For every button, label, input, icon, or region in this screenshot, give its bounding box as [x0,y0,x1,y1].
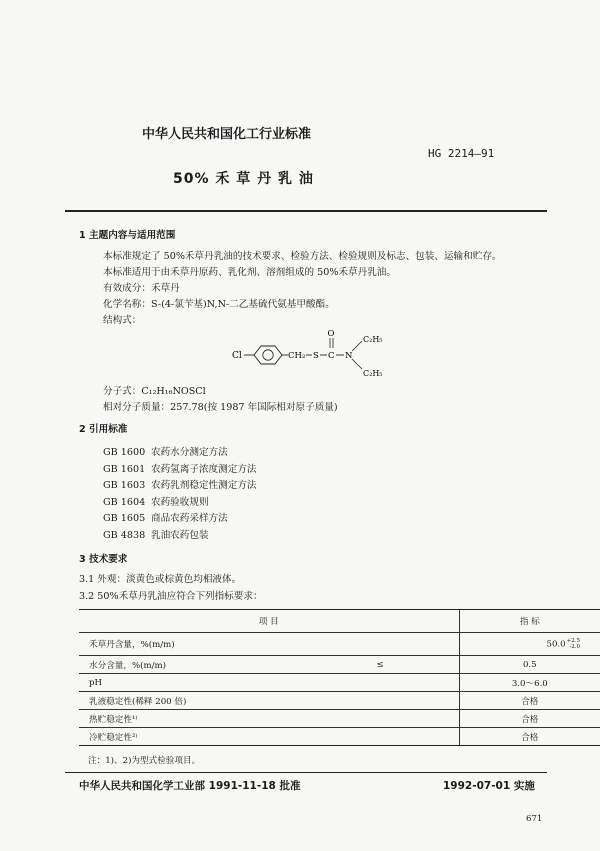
table-note: 注：1)、2)为型式检验项目。 [88,756,201,766]
table-row: 水分含量，%(m/m) ≤ 0.5 [79,656,600,674]
active-ingredient: 有效成分：禾草丹 [103,283,180,294]
section1-para1: 本标准规定了 50%禾草丹乳油的技术要求、检验方法、检验规则及标志、包装、运输和贮存。 [103,251,502,262]
header-rule [65,210,547,212]
formula-o: O [327,329,335,339]
formula-s: S [313,351,319,361]
section1-para2: 本标准适用于由禾草丹原药、乳化剂、溶剂组成的 50%禾草丹乳油。 [103,267,396,278]
benzene-ring [254,346,282,364]
section2-heading: 2 引用标准 [79,424,128,435]
reference-item: GB 1600 农药水分测定方法 [103,447,228,458]
section1-heading: 1 主题内容与适用范围 [79,230,176,241]
tolerance-lower: -2.0 [569,644,580,650]
column-index-header: 指 标 [459,610,600,633]
content-value: 50.0 [546,639,566,650]
table-row: 禾草丹含量，%(m/m) 50.0 +2.5 -2.0 [79,633,600,656]
requirement-3-1: 3.1 外观：淡黄色或棕黄色均相液体。 [79,574,242,585]
footer-rule [65,772,547,773]
page-number: 671 [526,814,543,824]
reference-item: GB 4838 乳油农药包装 [103,529,209,541]
formula-ch2: CH₂ [288,351,306,361]
formula-ethyl-top: C₂H₅ [363,335,383,344]
reference-item: GB 1604 农药验收规则 [103,496,209,508]
document-title: 50% 禾 草 丹 乳 油 [173,171,314,187]
chemical-name: 化学名称：S-(4-氯苄基)N,N-二乙基硫代氨基甲酸酯。 [103,299,335,310]
reference-item: GB 1605 商品农药采样方法 [103,513,228,524]
formula-cl: Cl [232,351,242,361]
formula-ethyl-bottom: C₂H₅ [363,369,383,378]
table-row: 冷贮稳定性²⁾ 合格 [79,728,600,746]
approval-line: 中华人民共和国化学工业部 1991-11-18 批准 [79,780,301,792]
column-item-header: 项 目 [79,610,459,633]
tolerance-upper: +2.5 [566,638,580,644]
table-header-row [79,610,600,633]
reference-item: GB 1601 农药氢离子浓度测定方法 [103,463,257,475]
implementation-date: 1992-07-01 实施 [443,780,535,792]
reference-list [103,446,257,545]
section3-heading: 3 技术要求 [79,554,128,565]
formula-n: N [345,351,353,361]
table-row: 乳液稳定性(稀释 200 倍) 合格 [79,692,600,710]
industry-standard-title: 中华人民共和国化工行业标准 [142,127,312,142]
molecular-mass: 相对分子质量：257.78(按 1987 年国际相对原子质量) [103,402,338,413]
reference-item: GB 1603 农药乳剂稳定性测定方法 [103,480,257,491]
standard-code: HG 2214—91 [428,147,495,160]
formula-c: C [328,351,335,361]
table-row: 热贮稳定性¹⁾ 合格 [79,710,600,728]
molecular-formula: 分子式：C₁₂H₁₆NOSCl [103,386,206,397]
specification-table [79,609,600,746]
structural-formula [230,325,400,383]
table-row: pH 3.0～6.0 [79,674,600,692]
structure-label: 结构式： [103,315,142,326]
requirement-3-2: 3.2 50%禾草丹乳油应符合下列指标要求： [79,591,263,602]
